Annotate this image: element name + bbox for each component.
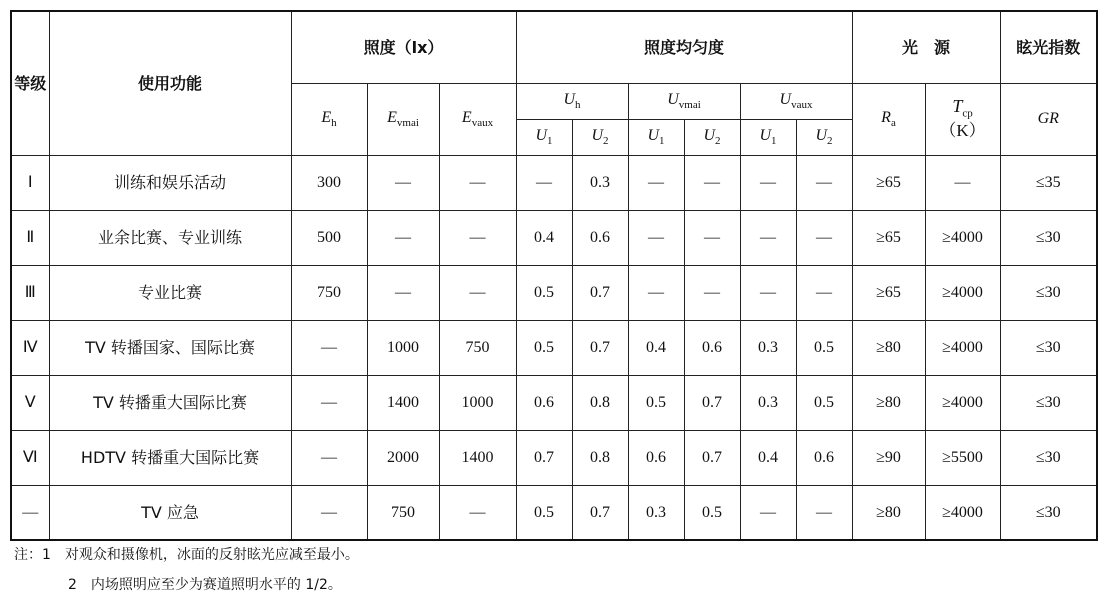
cell-ra: ≥90	[852, 430, 925, 485]
cell-evmai: —	[367, 210, 439, 265]
cell-uh1: 0.5	[516, 320, 572, 375]
cell-function: TV 转播重大国际比赛	[49, 375, 291, 430]
cell-ra: ≥80	[852, 320, 925, 375]
glare-header: 眩光指数	[1000, 11, 1097, 83]
cell-uvm2: 0.6	[684, 320, 740, 375]
cell-gr: ≤30	[1000, 320, 1097, 375]
cell-uvm2: 0.7	[684, 375, 740, 430]
cell-gr: ≤30	[1000, 375, 1097, 430]
cell-eh: —	[291, 375, 367, 430]
cell-evaux: —	[439, 155, 516, 210]
cell-eh: 300	[291, 155, 367, 210]
cell-evmai: 2000	[367, 430, 439, 485]
table-row	[11, 265, 1097, 320]
cell-tcp: ≥4000	[925, 375, 1000, 430]
cell-gr: ≤30	[1000, 430, 1097, 485]
cell-uh2: 0.7	[572, 485, 628, 540]
cell-tcp: ≥4000	[925, 485, 1000, 540]
uvmai-header: $U_{vmai}$	[628, 83, 740, 119]
cell-uh2: 0.6	[572, 210, 628, 265]
uvmai-u2-header: $U_2$	[684, 119, 740, 155]
table-row	[11, 430, 1097, 485]
cell-uvm1: —	[628, 210, 684, 265]
cell-evmai: 750	[367, 485, 439, 540]
cell-gr: ≤30	[1000, 265, 1097, 320]
cell-evmai: 1000	[367, 320, 439, 375]
cell-tcp: ≥5500	[925, 430, 1000, 485]
cell-uva1: —	[740, 155, 796, 210]
cell-uva2: —	[796, 155, 852, 210]
cell-eh: 500	[291, 210, 367, 265]
table-row	[11, 210, 1097, 265]
cell-eh: 750	[291, 265, 367, 320]
cell-uva2: —	[796, 485, 852, 540]
cell-uvm2: —	[684, 265, 740, 320]
cell-grade: Ⅵ	[11, 430, 49, 485]
function-header: 使用功能	[49, 11, 291, 155]
uvmai-u1-header: $U_1$	[628, 119, 684, 155]
cell-eh: —	[291, 430, 367, 485]
cell-evmai: 1400	[367, 375, 439, 430]
cell-uh2: 0.8	[572, 375, 628, 430]
table-notes	[14, 540, 359, 600]
cell-tcp: ≥4000	[925, 265, 1000, 320]
cell-uh1: 0.5	[516, 485, 572, 540]
uh-u1-header: $U_1$	[516, 119, 572, 155]
cell-uva2: —	[796, 210, 852, 265]
cell-eh: —	[291, 485, 367, 540]
uvaux-header: $U_{vaux}$	[740, 83, 852, 119]
cell-grade: Ⅳ	[11, 320, 49, 375]
evmai-header: $E_{vmai}$	[367, 83, 439, 155]
cell-evmai: —	[367, 265, 439, 320]
cell-uh2: 0.3	[572, 155, 628, 210]
cell-gr: ≤30	[1000, 210, 1097, 265]
cell-grade: —	[11, 485, 49, 540]
cell-grade: Ⅱ	[11, 210, 49, 265]
lighting-standard-table	[10, 10, 1098, 541]
eh-header: $E_h$	[291, 83, 367, 155]
cell-uvm2: 0.7	[684, 430, 740, 485]
cell-function: 业余比赛、专业训练	[49, 210, 291, 265]
cell-gr: ≤30	[1000, 485, 1097, 540]
cell-function: 专业比赛	[49, 265, 291, 320]
table-row	[11, 485, 1097, 540]
cell-tcp: ≥4000	[925, 320, 1000, 375]
cell-grade: Ⅲ	[11, 265, 49, 320]
cell-grade: Ⅰ	[11, 155, 49, 210]
ra-header: $R_a$	[852, 83, 925, 155]
cell-evaux: —	[439, 485, 516, 540]
cell-uvm1: 0.4	[628, 320, 684, 375]
uniformity-header: 照度均匀度	[516, 11, 852, 83]
gr-header: GR	[1000, 83, 1097, 155]
cell-function: TV 转播国家、国际比赛	[49, 320, 291, 375]
cell-ra: ≥65	[852, 210, 925, 265]
grade-header: 等级	[11, 11, 49, 155]
table-row	[11, 375, 1097, 430]
cell-ra: ≥65	[852, 265, 925, 320]
cell-evaux: —	[439, 210, 516, 265]
note-1: 注：1 对观众和摄像机，冰面的反射眩光应减至最小。	[14, 547, 359, 563]
cell-uva1: 0.3	[740, 375, 796, 430]
cell-gr: ≤35	[1000, 155, 1097, 210]
cell-uvm1: —	[628, 265, 684, 320]
cell-uva2: 0.5	[796, 320, 852, 375]
cell-evaux: 1000	[439, 375, 516, 430]
note-2: 2 内场照明应至少为赛道照明水平的 1/2。	[68, 577, 342, 593]
cell-uva2: 0.6	[796, 430, 852, 485]
cell-uvm1: —	[628, 155, 684, 210]
cell-uh2: 0.7	[572, 265, 628, 320]
cell-uva1: —	[740, 265, 796, 320]
cell-function: TV 应急	[49, 485, 291, 540]
cell-uh1: 0.4	[516, 210, 572, 265]
cell-uva2: —	[796, 265, 852, 320]
cell-evaux: 1400	[439, 430, 516, 485]
evaux-header: $E_{vaux}$	[439, 83, 516, 155]
cell-tcp: ≥4000	[925, 210, 1000, 265]
cell-uvm2: —	[684, 210, 740, 265]
cell-uh1: 0.6	[516, 375, 572, 430]
cell-function: HDTV 转播重大国际比赛	[49, 430, 291, 485]
cell-ra: ≥80	[852, 485, 925, 540]
cell-uva1: —	[740, 210, 796, 265]
cell-uh1: 0.7	[516, 430, 572, 485]
cell-function: 训练和娱乐活动	[49, 155, 291, 210]
cell-uva1: —	[740, 485, 796, 540]
cell-uh1: —	[516, 155, 572, 210]
cell-ra: ≥80	[852, 375, 925, 430]
uh-u2-header: $U_2$	[572, 119, 628, 155]
cell-uvm2: 0.5	[684, 485, 740, 540]
cell-grade: Ⅴ	[11, 375, 49, 430]
cell-tcp: —	[925, 155, 1000, 210]
cell-uva1: 0.4	[740, 430, 796, 485]
cell-uvm1: 0.3	[628, 485, 684, 540]
cell-evaux: —	[439, 265, 516, 320]
light-source-header: 光 源	[852, 11, 1000, 83]
uh-header: $U_h$	[516, 83, 628, 119]
cell-uvm2: —	[684, 155, 740, 210]
header-row-1	[11, 11, 1097, 83]
cell-eh: —	[291, 320, 367, 375]
cell-evmai: —	[367, 155, 439, 210]
illuminance-header: 照度（lx）	[291, 11, 516, 83]
cell-ra: ≥65	[852, 155, 925, 210]
tcp-header: $T_{cp}$ （K）	[925, 83, 1000, 155]
cell-uvm1: 0.5	[628, 375, 684, 430]
cell-uva1: 0.3	[740, 320, 796, 375]
uvaux-u1-header: $U_1$	[740, 119, 796, 155]
cell-uva2: 0.5	[796, 375, 852, 430]
table-row	[11, 155, 1097, 210]
cell-uh1: 0.5	[516, 265, 572, 320]
uvaux-u2-header: $U_2$	[796, 119, 852, 155]
cell-uvm1: 0.6	[628, 430, 684, 485]
cell-evaux: 750	[439, 320, 516, 375]
table-row	[11, 320, 1097, 375]
cell-uh2: 0.7	[572, 320, 628, 375]
cell-uh2: 0.8	[572, 430, 628, 485]
